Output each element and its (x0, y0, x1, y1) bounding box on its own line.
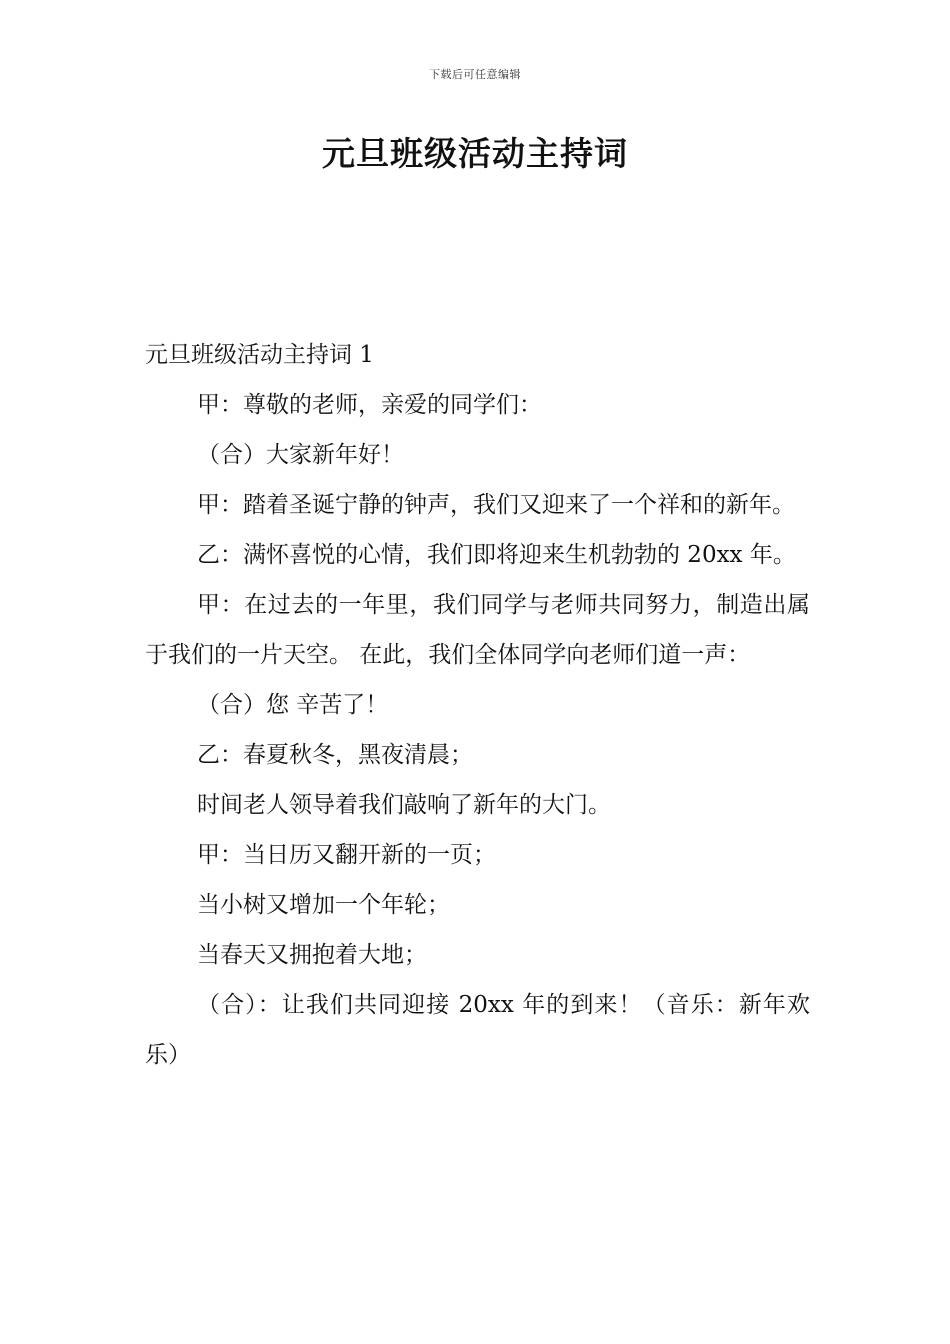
document-body (145, 330, 810, 1080)
document-title: 元旦班级活动主持词 (322, 134, 628, 173)
paragraph-2: （合）大家新年好！ (197, 442, 404, 468)
paragraph-3: 甲：踏着圣诞宁静的钟声，我们又迎来了一个祥和的新年。 (197, 492, 795, 518)
paragraph-12: （合）：让我们共同迎接 20xx 年的到来！（音乐：新年欢乐） (145, 992, 810, 1068)
paragraph-4: 乙：满怀喜悦的心情，我们即将迎来生机勃勃的 20xx 年。 (197, 542, 796, 568)
paragraph-8: 时间老人领导着我们敲响了新年的大门。 (197, 792, 611, 818)
paragraph-7: 乙：春夏秋冬，黑夜清晨； (197, 742, 473, 768)
paragraph-10: 当小树又增加一个年轮； (197, 892, 450, 918)
paragraph-11: 当春天又拥抱着大地； (197, 942, 427, 968)
section-heading: 元旦班级活动主持词 1 (145, 342, 374, 368)
paragraph-9: 甲：当日历又翻开新的一页； (197, 842, 496, 868)
paragraph-5: 甲：在过去的一年里，我们同学与老师共同努力，制造出属于我们的一片天空。 在此，我们全体同学向老师们道一声： (145, 592, 810, 668)
paragraph-1: 甲：尊敬的老师，亲爱的同学们： (197, 392, 542, 418)
paragraph-6: （合）您 辛苦了！ (197, 692, 389, 718)
download-note: 下载后可任意编辑 (429, 68, 521, 81)
